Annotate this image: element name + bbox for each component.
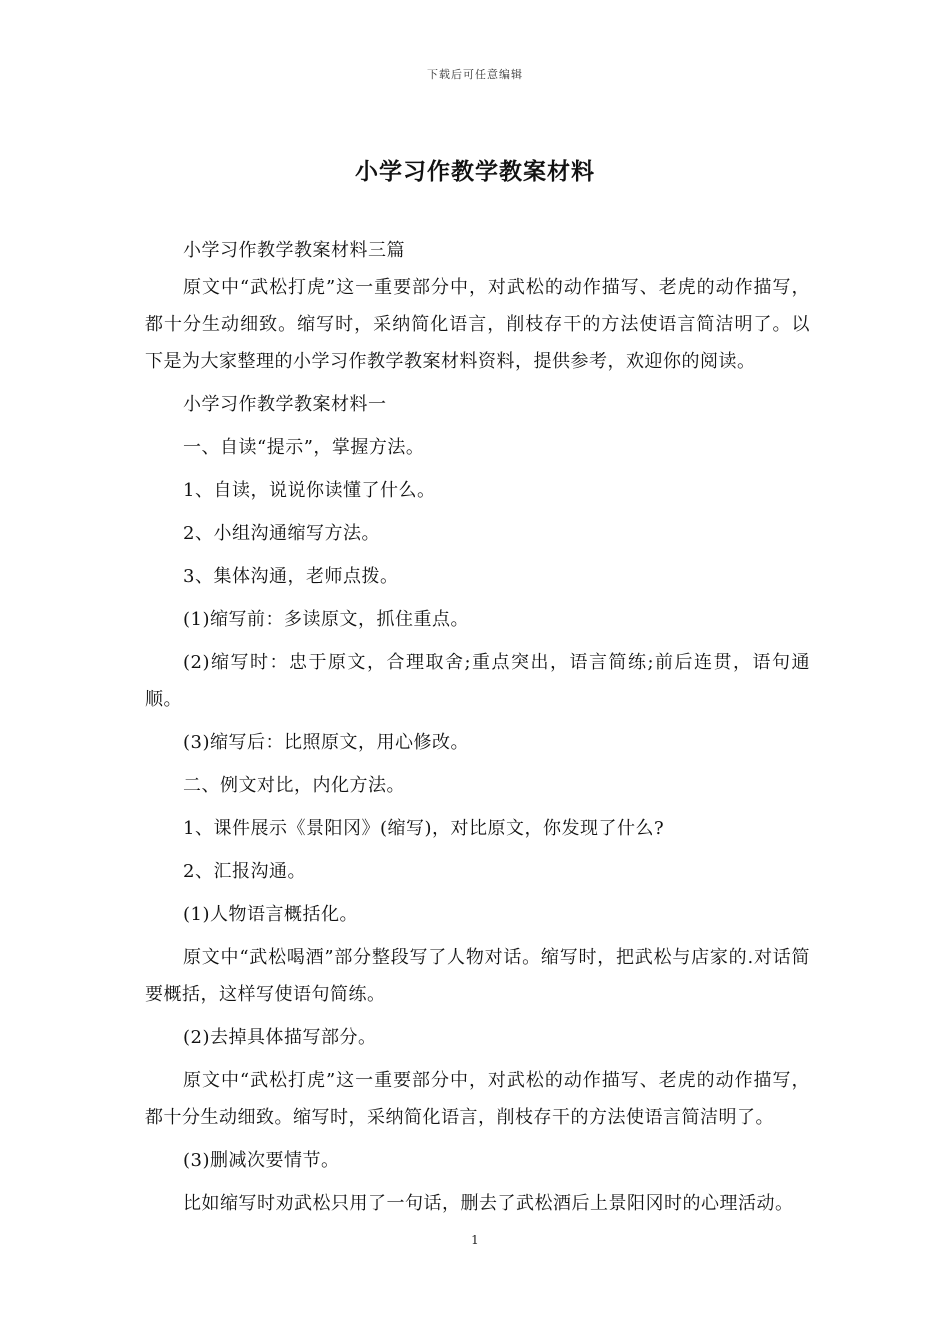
paragraph-step-3: 3、集体沟通，老师点拨。	[183, 566, 399, 587]
paragraph-step-two-heading: 二、例文对比，内化方法。	[183, 775, 405, 796]
paragraph-step-1: 1、自读，说说你读懂了什么。	[183, 480, 436, 501]
page-header-note: 下载后可任意编辑	[427, 68, 523, 81]
paragraph-point-2: (2)去掉具体描写部分。	[183, 1027, 377, 1048]
paragraph-courseware: 1、课件展示《景阳冈》(缩写)，对比原文，你发现了什么?	[183, 818, 665, 839]
paragraph-intro: 原文中“武松打虎”这一重要部分中，对武松的动作描写、老虎的动作描写，都十分生动细致。缩写时，采纳简化语言，削枝存干的方法使语言简洁明了。以下是为大家整理的小学习作教学教案材料资料，提供参考，欢迎你的阅读。	[145, 277, 810, 372]
paragraph-point-3-detail: 比如缩写时劝武松只用了一句话，删去了武松酒后上景阳冈时的心理活动。	[183, 1193, 794, 1214]
paragraph-step-2: 2、小组沟通缩写方法。	[183, 523, 380, 544]
document-body	[145, 232, 810, 1228]
paragraph-step-one-heading: 一、自读“提示”，掌握方法。	[183, 437, 425, 458]
paragraph-point-1: (1)人物语言概括化。	[183, 904, 358, 925]
paragraph-subtitle: 小学习作教学教案材料三篇	[183, 240, 405, 261]
page-number: 1	[471, 1233, 479, 1247]
paragraph-during-writing: (2)缩写时：忠于原文，合理取舍;重点突出，语言简练;前后连贯，语句通顺。	[145, 652, 810, 710]
paragraph-report: 2、汇报沟通。	[183, 861, 306, 882]
paragraph-section-one-heading: 小学习作教学教案材料一	[183, 394, 387, 415]
paragraph-point-2-detail: 原文中“武松打虎”这一重要部分中，对武松的动作描写、老虎的动作描写，都十分生动细致。缩写时，采纳简化语言，削枝存干的方法使语言简洁明了。	[145, 1070, 810, 1128]
paragraph-after-writing: (3)缩写后：比照原文，用心修改。	[183, 732, 469, 753]
paragraph-before-writing: (1)缩写前：多读原文，抓住重点。	[183, 609, 469, 630]
paragraph-point-1-detail: 原文中“武松喝酒”部分整段写了人物对话。缩写时，把武松与店家的.对话简要概括，这样写使语句简练。	[145, 947, 810, 1005]
document-title: 小学习作教学教案材料	[355, 158, 595, 185]
paragraph-point-3: (3)删减次要情节。	[183, 1150, 340, 1171]
